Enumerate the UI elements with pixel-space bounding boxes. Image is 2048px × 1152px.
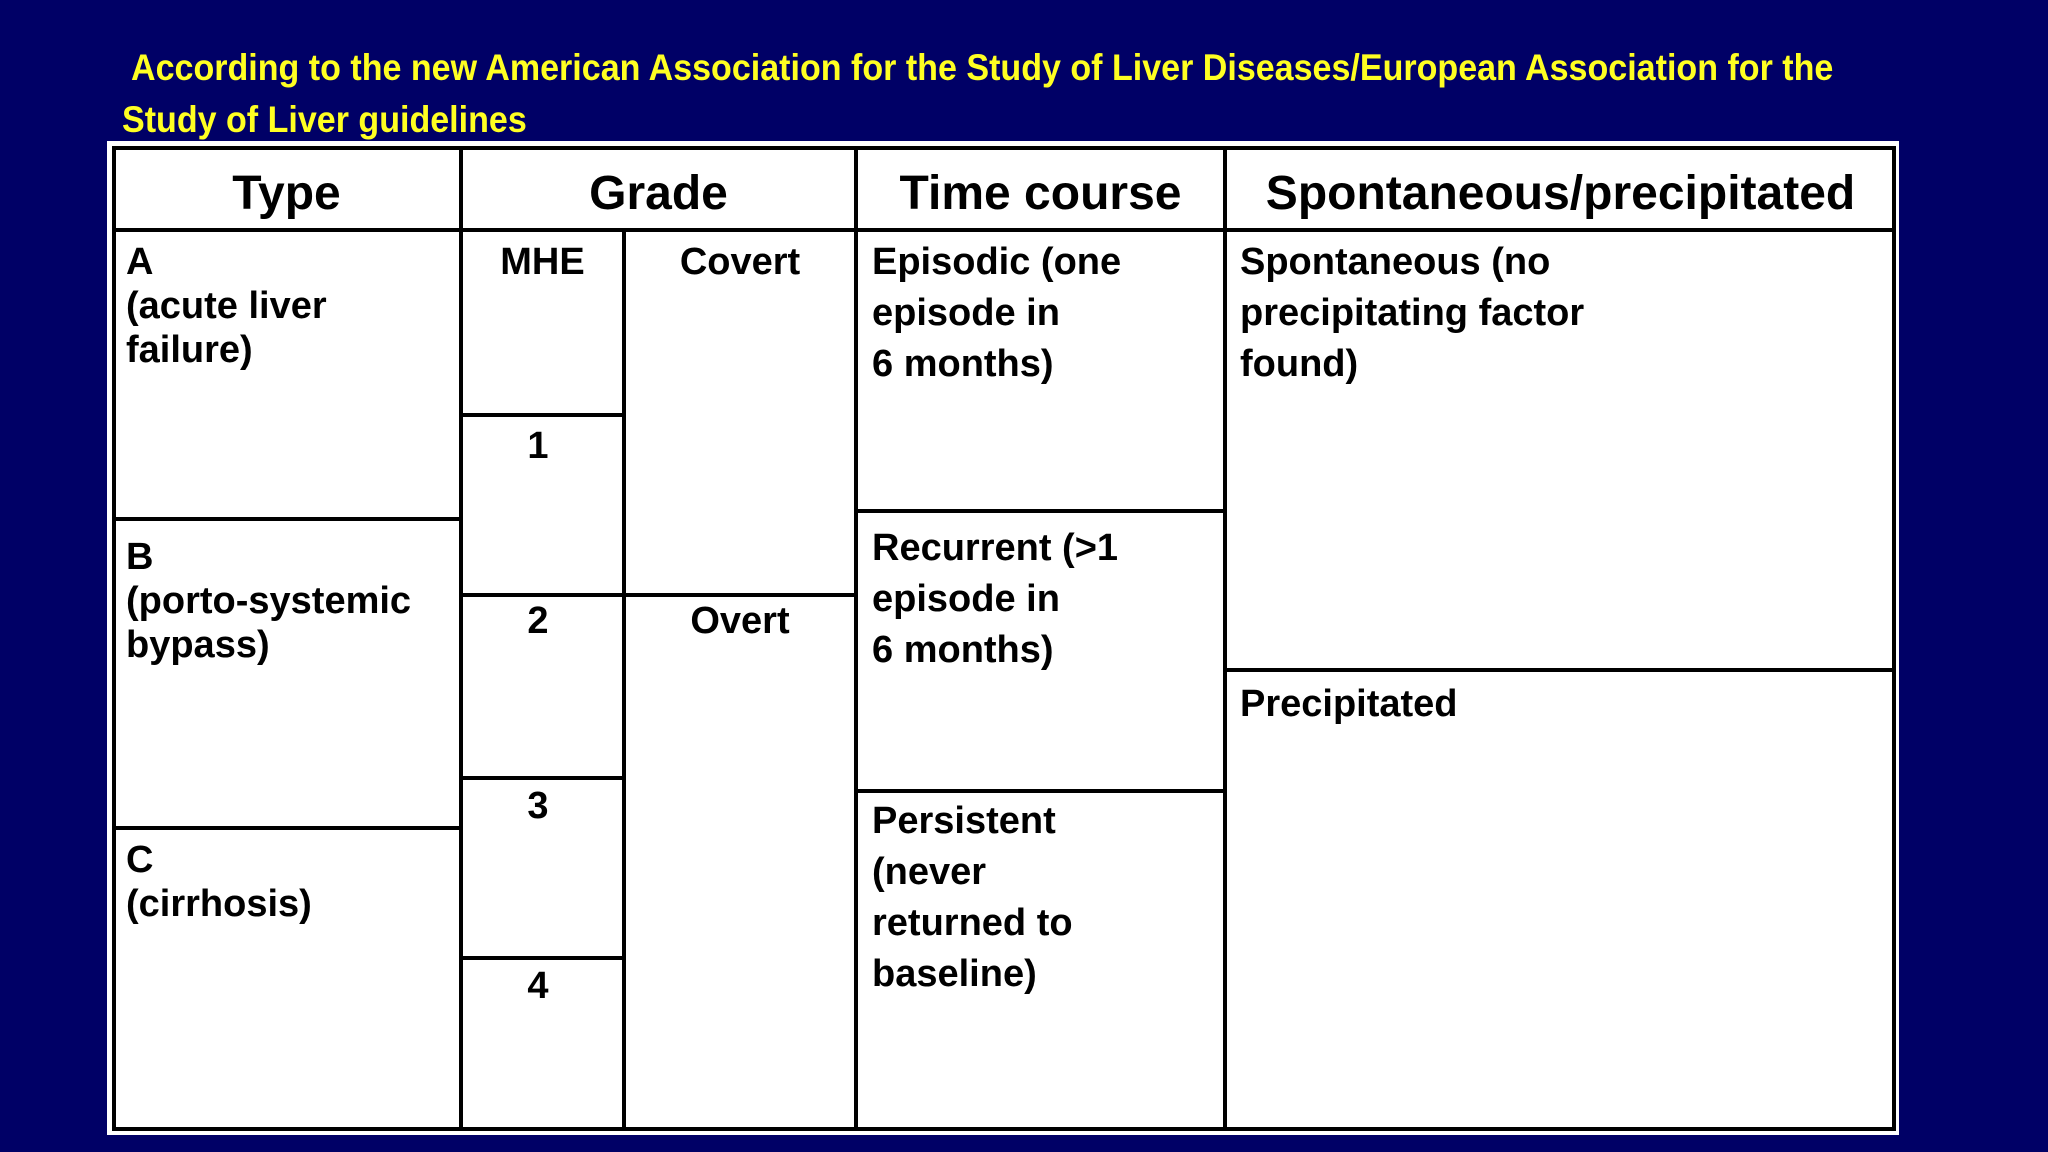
slide-caption-line-2: Study of Liver guidelines [122,99,527,140]
factor-spontaneous-cell: Spontaneous (no precipitating factor found) [1240,241,1585,385]
grade-4-cell: 4 [527,965,549,1007]
time-persistent-cell: Persistent (never returned to baseline) [872,800,1073,995]
header-spontaneous-precipitated: Spontaneous/precipitated [1265,167,1856,220]
type-row-divider-2 [114,826,463,830]
header-grade: Grade [589,167,728,220]
type-row-divider-1 [114,517,461,521]
grade-row-divider-4 [461,956,624,960]
header-divider [112,228,1896,232]
time-row-divider-2 [856,789,1225,793]
factor-row-divider [1225,668,1894,672]
time-episodic-cell: Episodic (one episode in 6 months) [872,241,1122,385]
factor-precipitated-cell: Precipitated [1240,683,1458,725]
grade-2-cell: 2 [527,600,549,642]
grade-row-divider-1 [461,413,624,417]
type-b-cell: B (porto-systemic bypass) [126,536,412,666]
grade-1-cell: 1 [527,425,549,467]
time-row-divider-1 [856,509,1225,513]
grade-3-cell: 3 [527,785,549,827]
slide-caption-line-1: According to the new American Association for the Study of Liver Diseases/European Association for the [131,47,1834,88]
grade-mhe-cell: MHE [500,241,585,283]
grade-group-divider [624,593,856,597]
grade-overt-cell: Overt [690,600,790,642]
time-recurrent-cell: Recurrent (>1 episode in 6 months) [872,527,1119,671]
grade-row-divider-3 [461,776,624,780]
column-divider-grade-sub [622,230,626,1131]
type-c-cell: C (cirrhosis) [126,839,312,925]
type-a-cell: A (acute liver failure) [126,241,327,371]
grade-covert-cell: Covert [679,241,801,283]
column-divider-grade [854,146,858,1131]
header-time-course: Time course [899,167,1182,220]
grade-row-divider-2 [461,593,624,597]
column-divider-time [1223,146,1227,1131]
header-type: Type [232,167,341,220]
